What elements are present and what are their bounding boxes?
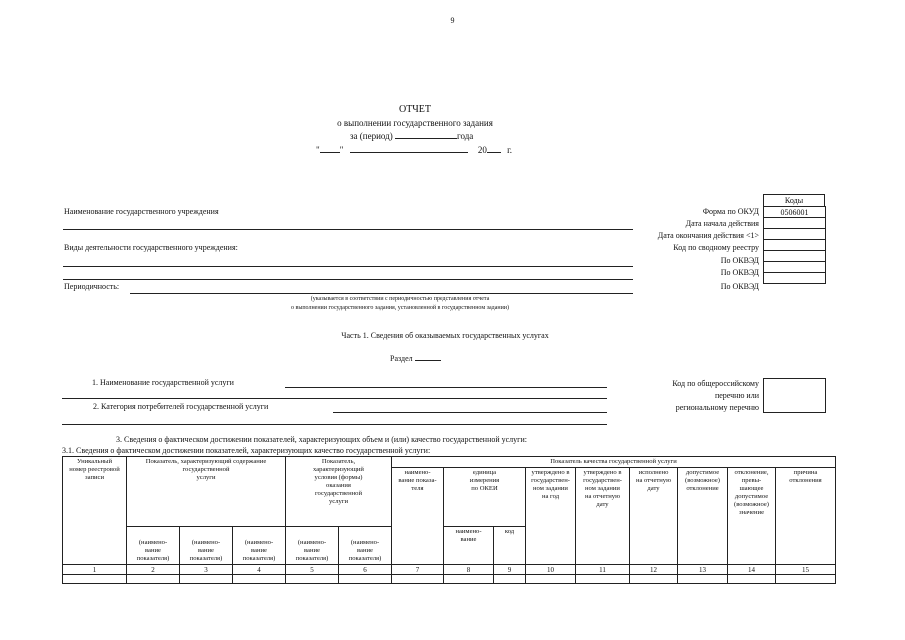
header-text: вание показа- [398,477,437,484]
col-number: 3 [180,565,233,575]
table-cell [630,575,678,584]
table-cell [180,575,233,584]
institution-line [63,229,633,230]
header-text: показателя) [189,555,223,562]
header-text: шающее [739,485,764,492]
col-allowed-deviation [678,468,728,565]
registry-code-label: Код по сводному реестру [673,243,759,252]
header-text: условия (формы) [314,474,363,481]
header-text: Показатель, [321,458,356,465]
table-cell [127,575,180,584]
activities-line [63,266,633,267]
code-cell [764,273,826,284]
col-number: 10 [526,565,576,575]
header-text: ном задании [533,485,568,492]
header-text: отклонение [686,485,719,492]
header-text: услуги [196,474,216,481]
service-name-label: 1. Наименование государственной услуги [92,378,234,387]
item-3-label: 3. Сведения о фактическом достижении показателей, характеризующих объем и (или) качество государственной услуги: [116,435,527,444]
col-deviation-reason [776,468,836,565]
periodicity-line [130,293,633,294]
registry-code-text: Код по общероссийскому [672,379,759,388]
table-cell [63,575,127,584]
activities-label: Виды деятельности государственного учреждения: [64,243,238,252]
sub-indicator-name [233,527,286,565]
header-text: государствен- [583,477,622,484]
table-cell [233,575,286,584]
header-text: отклонения [789,477,822,484]
header-text: дату [647,485,660,492]
header-text: наимено- [404,469,431,476]
col-number: 1 [63,565,127,575]
header-text: государственной [315,490,362,497]
header-text: ном задании [585,485,620,492]
header-text: показателя) [295,555,329,562]
header-text: (возможное) [685,477,720,484]
okved-label: По ОКВЭД [720,256,759,265]
table-cell [286,575,339,584]
service-name-line [285,387,607,388]
section-label-line [390,354,441,363]
header-text: на отчетную [635,477,672,484]
table-cell [728,575,776,584]
month-blank [350,152,468,153]
col-unit [444,468,526,527]
day-blank [320,152,340,153]
item-3-1-label: 3.1. Сведения о фактическом достижении показателей, характеризующих качество государственной услуги: [62,446,431,455]
table-row [63,575,836,584]
col-number: 8 [444,565,494,575]
col-number: 11 [576,565,630,575]
registry-code-box [763,378,826,413]
end-date-label: Дата окончания действия <1> [657,231,759,240]
periodicity-label: Периодичность: [64,282,120,291]
consumer-line [333,412,607,413]
header-text: вание [251,547,267,554]
header-text: показателя) [136,555,170,562]
header-text: вание [145,547,161,554]
code-cell [764,251,826,262]
table-cell [776,575,836,584]
table-cell [526,575,576,584]
header-text: превы- [741,477,762,484]
institution-label: Наименование государственного учреждения [64,207,219,216]
header-text: записи [85,474,104,481]
report-subtitle: о выполнении государственного задания [337,118,493,128]
col-number: 6 [339,565,392,575]
header-text: Показатель, характеризующий содержание [145,458,267,465]
sub-unit-name [444,527,494,565]
year-prefix: 20 [477,145,487,155]
sub-indicator-name [339,527,392,565]
codes-header-box [763,194,825,207]
header-text: допустимое [734,493,769,500]
header-text: значение [738,509,765,516]
date-line [316,145,512,155]
col-content-indicator [127,457,286,527]
header-text: единица [472,469,497,476]
header-text: (возможное) [734,501,769,508]
table-cell [444,575,494,584]
quote-close: " [339,145,344,155]
periodicity-note: о выполнении государственного задания, установленной в государственном задании) [290,305,509,311]
code-cell: 0506001 [764,207,826,218]
year-suffix: г. [507,145,513,155]
header-text: вание [357,547,373,554]
form-okud-label: Форма по ОКУД [702,207,759,216]
registry-code-text: перечню или [714,391,759,400]
header-text: по ОКЕИ [471,485,498,492]
activities-line [63,279,633,280]
table-cell [339,575,392,584]
header-text: номер реестровой [69,466,120,473]
codes-table [763,206,826,284]
periodicity-note: (указывается в соответствии с периодичностью представления отчета [310,296,490,302]
header-text: отклонение, [734,469,769,476]
header-text: измерения [469,477,500,484]
header-text: (наимено- [244,539,274,546]
col-indicator-name [392,468,444,565]
okved-label: По ОКВЭД [720,268,759,277]
col-excess-deviation [728,468,776,565]
table-cell [678,575,728,584]
header-text: (наимено- [138,539,168,546]
period-prefix: за (период) [350,131,393,141]
sub-indicator-name [127,527,180,565]
sub-indicator-name [286,527,339,565]
registry-code-text: региональному перечню [675,403,759,412]
section-blank [415,360,441,361]
col-number: 12 [630,565,678,575]
header-text: утверждено в [583,469,622,476]
consumer-line [62,424,607,425]
col-executed [630,468,678,565]
col-quality-indicator: Показатель качества государственной услуги [392,457,836,468]
okved-label: По ОКВЭД [720,282,759,291]
start-date-label: Дата начала действия [685,219,759,228]
year-blank [487,152,501,153]
header-text: на отчетную [584,493,621,500]
header-text: вание [460,536,477,543]
col-approved-date [576,468,630,565]
page-number: 9 [450,16,455,25]
period-line [350,131,473,141]
header-text: вание [198,547,214,554]
col-approved-year [526,468,576,565]
header-text: показателя) [348,555,382,562]
code-cell [764,218,826,229]
table-cell [392,575,444,584]
col-number: 2 [127,565,180,575]
header-text: оказания [326,482,351,489]
header-text: на год [541,493,560,500]
table-cell [494,575,526,584]
header-text: показателя) [242,555,276,562]
column-numbers-row [63,565,836,575]
header-text: (наимено- [191,539,221,546]
header-text: Уникальный [76,458,113,465]
header-text: (наимено- [350,539,380,546]
header-text: причина [793,469,818,476]
header-text: (наимено- [297,539,327,546]
service-name-line [62,398,607,399]
header-text: допустимое [685,469,720,476]
header-text: утверждено в [531,469,570,476]
header-text: услуги [328,498,349,505]
consumer-category-label: 2. Категория потребителей государственной услуги [93,402,269,411]
col-number: 4 [233,565,286,575]
header-text: характеризующий [313,466,364,473]
header-text: теля [411,485,424,492]
col-number: 15 [776,565,836,575]
col-number: 9 [494,565,526,575]
header-text: государственной [182,466,230,473]
col-number: 13 [678,565,728,575]
col-condition-indicator [286,457,392,527]
header-text: вание [304,547,320,554]
code-cell [764,240,826,251]
header-text: исполнено [638,469,669,476]
header-text: дату [596,501,609,508]
code-cell [764,229,826,240]
header-text: государствен- [531,477,570,484]
section-label: Раздел [390,354,413,363]
codes-header: Коды [784,196,804,205]
col-number: 14 [728,565,776,575]
report-title: ОТЧЕТ [398,104,432,115]
period-suffix: года [457,131,474,141]
code-cell [764,262,826,273]
quality-table [62,456,836,584]
col-unique-number [63,457,127,565]
table-cell [576,575,630,584]
header-text: наимено- [455,528,482,535]
sub-unit-code: код [494,527,526,565]
part-title: Часть 1. Сведения об оказываемых государственных услугах [341,331,549,340]
quote-open: " [316,145,320,155]
sub-indicator-name [180,527,233,565]
col-number: 7 [392,565,444,575]
period-blank [395,138,457,139]
col-number: 5 [286,565,339,575]
